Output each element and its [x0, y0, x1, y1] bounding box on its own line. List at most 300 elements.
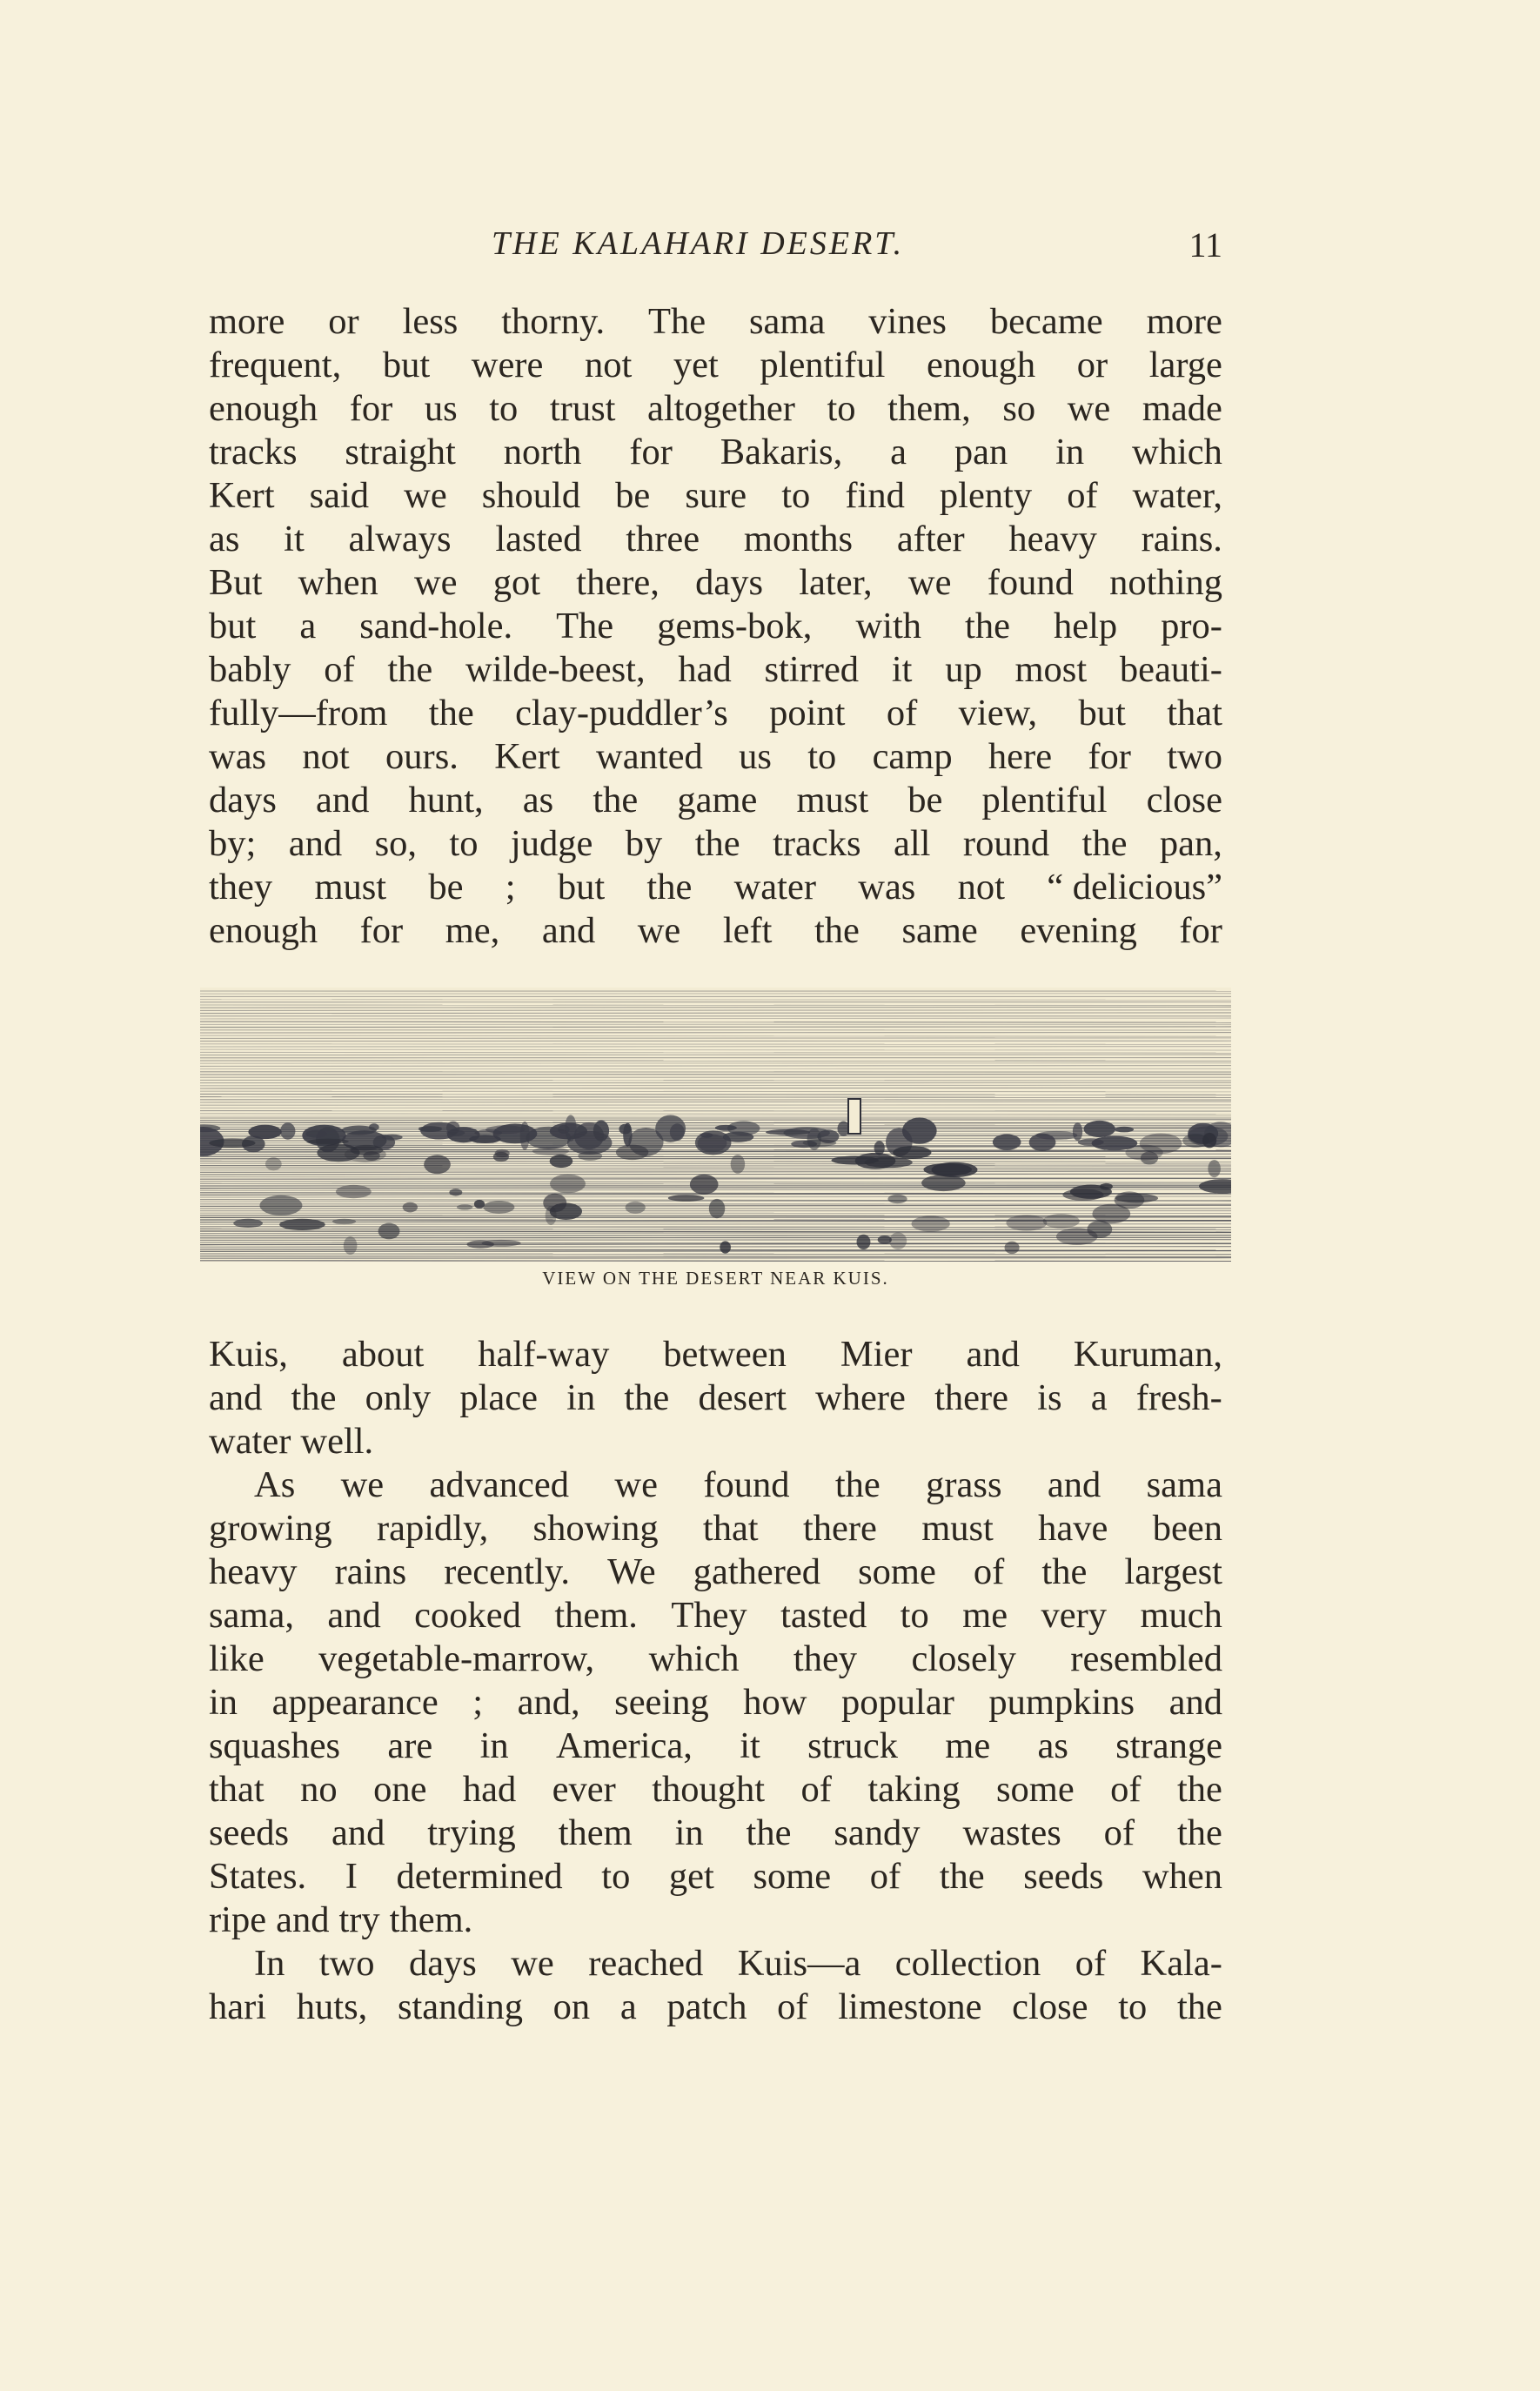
word: wastes: [962, 1812, 1061, 1853]
foreground-bush: [209, 1139, 255, 1148]
word: vegetable-marrow,: [318, 1638, 595, 1679]
foreground-bush: [546, 1206, 557, 1225]
word: pumpkins: [988, 1682, 1135, 1723]
word: popular: [841, 1682, 954, 1723]
word: advanced: [429, 1464, 570, 1505]
word: hunt,: [408, 780, 484, 820]
word: north: [503, 432, 582, 472]
word: we: [637, 910, 681, 951]
word: but: [209, 606, 257, 646]
word: and: [1168, 1682, 1222, 1723]
text-line: [209, 648, 1222, 692]
word: to: [601, 1856, 631, 1897]
word: close: [1146, 780, 1222, 820]
word: in: [566, 1377, 596, 1418]
word: a: [1090, 1377, 1108, 1418]
word: was: [209, 736, 267, 777]
word: is: [1037, 1377, 1062, 1418]
ground-hatch: [200, 1120, 1231, 1121]
word: them,: [887, 388, 971, 429]
word: after: [896, 519, 965, 559]
word: the: [939, 1856, 985, 1897]
ground-hatch: [200, 1125, 1231, 1126]
word: by;: [209, 823, 257, 864]
word: pro-: [1161, 606, 1222, 646]
word: we: [404, 475, 447, 516]
foreground-bush: [616, 1145, 648, 1161]
word: but: [382, 345, 431, 385]
foreground-bush: [532, 1148, 569, 1155]
word: must: [796, 780, 869, 820]
word: thorny.: [501, 301, 606, 342]
text-line: [209, 692, 1222, 735]
foreground-bush: [332, 1219, 356, 1224]
word: them.: [554, 1595, 638, 1636]
word: found: [987, 562, 1074, 603]
word: with: [855, 606, 922, 646]
word: so,: [374, 823, 417, 864]
word: help: [1053, 606, 1118, 646]
word: of: [886, 693, 918, 733]
word: and: [327, 1595, 381, 1636]
word: closely: [911, 1638, 1016, 1679]
word: yet: [673, 345, 719, 385]
word: the: [1176, 1812, 1222, 1853]
word: here: [988, 736, 1053, 777]
word: must: [314, 867, 387, 908]
word: same: [901, 910, 978, 951]
ground-hatch: [200, 1254, 1231, 1255]
word: plentiful: [760, 345, 886, 385]
page-header: [209, 224, 1222, 268]
word: camp: [872, 736, 953, 777]
sky-hatch: [200, 1097, 1231, 1098]
word: enough: [209, 388, 318, 429]
word: for: [629, 432, 673, 472]
foreground-bush: [1115, 1194, 1158, 1203]
word: ;: [505, 867, 516, 908]
word: sandy: [834, 1812, 921, 1853]
word: in: [209, 1682, 238, 1723]
word: The: [648, 301, 706, 342]
word: showing: [532, 1508, 659, 1549]
word: two: [1167, 736, 1222, 777]
word: which: [1132, 432, 1222, 472]
word: and: [331, 1812, 385, 1853]
word: wilde-beest,: [465, 649, 646, 690]
text-line: [209, 344, 1222, 387]
word: plentiful: [981, 780, 1108, 820]
word: heavy: [209, 1551, 298, 1592]
word: as: [209, 519, 240, 559]
word: of: [1110, 1769, 1142, 1810]
word: there,: [576, 562, 660, 603]
sky-hatch: [200, 1080, 1231, 1081]
word: them: [558, 1812, 633, 1853]
word: as: [522, 780, 554, 820]
word: became: [989, 301, 1103, 342]
word: taking: [867, 1769, 961, 1810]
word: well.: [300, 1421, 374, 1462]
word: collection: [894, 1943, 1041, 1984]
foreground-bush: [466, 1240, 493, 1248]
word: and: [966, 1334, 1020, 1375]
foreground-bush: [690, 1175, 719, 1195]
word: sama,: [209, 1595, 294, 1636]
word: ours.: [385, 736, 459, 777]
word: enough: [209, 910, 318, 951]
word: As: [254, 1464, 296, 1505]
word: not: [584, 345, 633, 385]
word: frequent,: [209, 345, 342, 385]
word: the: [1176, 1769, 1222, 1810]
text-line: [209, 518, 1222, 561]
word: are: [387, 1725, 433, 1766]
word: a: [299, 606, 317, 646]
word: was: [858, 867, 916, 908]
word: lasted: [495, 519, 582, 559]
word: find: [845, 475, 905, 516]
word: rains.: [1141, 519, 1222, 559]
word: huts,: [296, 1986, 368, 2027]
word: the: [1041, 1551, 1088, 1592]
word: round: [962, 823, 1050, 864]
foreground-bush: [1182, 1134, 1209, 1148]
text-line: [209, 1463, 1222, 1507]
word: about: [341, 1334, 425, 1375]
foreground-bush: [1125, 1145, 1162, 1161]
word: us: [739, 736, 772, 777]
word: gathered: [693, 1551, 821, 1592]
word: We: [607, 1551, 656, 1592]
word: altogether: [647, 388, 795, 429]
word: the: [593, 780, 639, 820]
word: there: [934, 1377, 1009, 1418]
foreground-bush: [403, 1202, 418, 1213]
word: have: [1038, 1508, 1108, 1549]
sky-hatch: [200, 994, 1231, 995]
word: rains: [334, 1551, 407, 1592]
word: judge: [510, 823, 593, 864]
foreground-bush: [457, 1204, 472, 1209]
word: all: [894, 823, 931, 864]
traveller-figure: [848, 1099, 860, 1134]
word: the: [1081, 823, 1128, 864]
word: tasted: [780, 1595, 867, 1636]
sky-hatch: [200, 1052, 1231, 1053]
word: it: [284, 519, 305, 559]
text-line: [209, 735, 1222, 779]
word: should: [481, 475, 581, 516]
text-line: [209, 561, 1222, 605]
word: of: [800, 1769, 832, 1810]
word: evening: [1020, 910, 1137, 951]
word: be: [615, 475, 651, 516]
text-line: [209, 822, 1222, 866]
word: must: [921, 1508, 994, 1549]
word: Kuruman,: [1073, 1334, 1222, 1375]
word: nothing: [1109, 562, 1222, 603]
word: two: [318, 1943, 375, 1984]
word: fresh-: [1135, 1377, 1222, 1418]
word: place: [459, 1377, 538, 1418]
word: but: [557, 867, 606, 908]
word: to: [449, 823, 479, 864]
word: to: [807, 736, 837, 777]
word: trust: [549, 388, 616, 429]
text-line: [209, 866, 1222, 909]
word: sama: [1146, 1464, 1222, 1505]
page-number: 11: [1188, 225, 1222, 265]
word: large: [1148, 345, 1222, 385]
word: They: [671, 1595, 747, 1636]
word: Bakaris,: [720, 432, 843, 472]
word: always: [348, 519, 452, 559]
text-line: [209, 1681, 1222, 1725]
foreground-bush: [626, 1202, 646, 1214]
sky-hatch: [200, 1027, 1231, 1028]
foreground-bush: [1070, 1185, 1112, 1199]
word: States.: [209, 1856, 307, 1897]
word: some: [858, 1551, 936, 1592]
foreground-bush: [1056, 1228, 1097, 1245]
desert-engraving: [200, 988, 1231, 1262]
word: view,: [958, 693, 1038, 733]
word: three: [626, 519, 700, 559]
foreground-bush: [345, 1147, 386, 1162]
word: half-way: [478, 1334, 610, 1375]
word: water: [209, 1421, 291, 1462]
word: that: [209, 1769, 264, 1810]
word: Mier: [840, 1334, 913, 1375]
word: in: [479, 1725, 509, 1766]
word: of: [324, 649, 355, 690]
word: clay-puddler’s: [515, 693, 728, 733]
text-line: [209, 1420, 1222, 1463]
word: on: [552, 1986, 591, 2027]
word: sand-hole.: [359, 606, 513, 646]
word: and: [276, 1899, 330, 1940]
word: were: [471, 345, 544, 385]
word: be: [428, 867, 464, 908]
foreground-bush: [449, 1189, 462, 1196]
ground-hatch: [200, 1227, 1231, 1228]
word: limestone: [838, 1986, 982, 2027]
word: or: [328, 301, 359, 342]
word: the: [694, 823, 740, 864]
word: struck: [807, 1725, 898, 1766]
word: the: [624, 1377, 670, 1418]
text-line: [209, 1638, 1222, 1681]
ground-hatch: [200, 1174, 1231, 1175]
word: and,: [517, 1682, 580, 1723]
sky-hatch: [200, 1000, 1231, 1001]
foreground-bush: [336, 1185, 372, 1198]
word: water: [733, 867, 816, 908]
word: said: [309, 475, 370, 516]
word: to: [827, 388, 856, 429]
word: that: [1167, 693, 1222, 733]
desert-engraving-illustration: [200, 988, 1231, 1262]
paragraph-bottom: [209, 1333, 1222, 2029]
word: made: [1142, 388, 1222, 429]
foreground-bush: [865, 1157, 913, 1169]
word: when: [298, 562, 378, 603]
word: try: [338, 1899, 380, 1940]
word: game: [677, 780, 758, 820]
word: vines: [868, 301, 947, 342]
word: but: [1078, 693, 1126, 733]
foreground-bush: [1092, 1204, 1130, 1223]
sky-hatch: [200, 1085, 1231, 1086]
foreground-bush: [709, 1199, 725, 1218]
word: we: [907, 562, 952, 603]
word: the: [746, 1812, 792, 1853]
word: so: [1002, 388, 1036, 429]
word: close: [1012, 1986, 1088, 2027]
text-line: [209, 1333, 1222, 1376]
word: desert: [698, 1377, 787, 1418]
sky-hatch: [200, 1005, 1231, 1006]
foreground-bush: [378, 1223, 400, 1240]
ground-hatch: [200, 1258, 1231, 1259]
word: Kert: [209, 475, 275, 516]
word: be: [907, 780, 943, 820]
foreground-bush: [279, 1219, 325, 1230]
word: the: [834, 1464, 880, 1505]
word: Kala-: [1140, 1943, 1222, 1984]
word: or: [1076, 345, 1108, 385]
shrub: [1078, 1139, 1104, 1146]
foreground-bush: [483, 1201, 514, 1214]
text-line: [209, 1899, 1222, 1942]
sky-hatch: [200, 1091, 1231, 1092]
word: to: [781, 475, 811, 516]
foreground-bush: [857, 1235, 871, 1249]
word: us: [424, 388, 458, 429]
word: ;: [472, 1682, 484, 1723]
sky-hatch: [200, 1063, 1231, 1064]
word: of: [869, 1856, 901, 1897]
word: resembled: [1070, 1638, 1222, 1679]
word: squashes: [209, 1725, 341, 1766]
foreground-bush: [923, 1163, 971, 1176]
word: pan,: [1159, 823, 1222, 864]
ground-hatch: [200, 1145, 1231, 1146]
ground-hatch: [200, 1135, 1231, 1136]
word: “ delicious”: [1047, 867, 1222, 908]
word: for: [349, 388, 393, 429]
text-line: [209, 1812, 1222, 1855]
figure-caption: VIEW ON THE DESERT NEAR KUIS.: [542, 1268, 889, 1289]
text-line: [209, 474, 1222, 518]
paragraph-top: [209, 300, 1222, 953]
word: between: [663, 1334, 787, 1375]
text-line: [209, 909, 1222, 953]
word: very: [1041, 1595, 1108, 1636]
word: bably: [209, 649, 291, 690]
word: cooked: [414, 1595, 521, 1636]
foreground-bush: [265, 1157, 282, 1170]
word: enough: [927, 345, 1036, 385]
word: ripe: [209, 1899, 267, 1940]
foreground-bush: [874, 1141, 885, 1155]
foreground-bush: [889, 1232, 907, 1249]
foreground-bush: [424, 1155, 451, 1174]
word: and: [1047, 1464, 1101, 1505]
word: me: [962, 1595, 1008, 1636]
word: some: [753, 1856, 832, 1897]
text-line: [209, 1507, 1222, 1550]
word: which: [648, 1638, 740, 1679]
word: trying: [427, 1812, 516, 1853]
text-line: [209, 300, 1222, 344]
word: there: [802, 1508, 877, 1549]
word: for: [359, 910, 404, 951]
word: pan: [954, 432, 1008, 472]
word: fully—from: [209, 693, 388, 733]
word: up: [945, 649, 982, 690]
foreground-bush: [344, 1236, 358, 1255]
word: as: [1037, 1725, 1068, 1766]
word: patch: [666, 1986, 747, 2027]
word: Kert: [494, 736, 560, 777]
word: I: [345, 1856, 358, 1897]
word: by: [625, 823, 663, 864]
word: and: [541, 910, 596, 951]
word: gems-bok,: [657, 606, 813, 646]
word: The: [556, 606, 614, 646]
word: of: [1067, 475, 1098, 516]
word: we: [340, 1464, 385, 1505]
word: wanted: [596, 736, 703, 777]
word: to: [1118, 1986, 1148, 2027]
word: straight: [345, 432, 456, 472]
word: seeds: [1023, 1856, 1104, 1897]
word: where: [815, 1377, 906, 1418]
word: no: [300, 1769, 338, 1810]
foreground-bush: [578, 1151, 602, 1161]
foreground-bush: [1005, 1242, 1020, 1254]
word: we: [413, 562, 458, 603]
word: some: [996, 1769, 1075, 1810]
word: got: [492, 562, 541, 603]
word: the: [646, 867, 693, 908]
word: been: [1152, 1508, 1222, 1549]
word: of: [777, 1986, 808, 2027]
word: had: [462, 1769, 517, 1810]
word: the: [965, 606, 1010, 646]
word: days: [209, 780, 277, 820]
word: for: [1088, 736, 1131, 777]
word: strange: [1115, 1725, 1222, 1766]
word: left: [722, 910, 773, 951]
word: that: [702, 1508, 759, 1549]
sky-hatch: [200, 1038, 1231, 1039]
foreground-bush: [911, 1216, 949, 1231]
foreground-bush: [233, 1219, 263, 1228]
word: and: [316, 780, 370, 820]
word: tracks: [209, 432, 298, 472]
word: In: [254, 1943, 285, 1984]
text-line: [209, 1594, 1222, 1638]
word: beauti-: [1119, 649, 1222, 690]
word: only: [365, 1377, 432, 1418]
word: more: [1146, 301, 1222, 342]
foreground-bush: [893, 1146, 931, 1159]
word: to: [489, 388, 519, 429]
word: largest: [1124, 1551, 1222, 1592]
